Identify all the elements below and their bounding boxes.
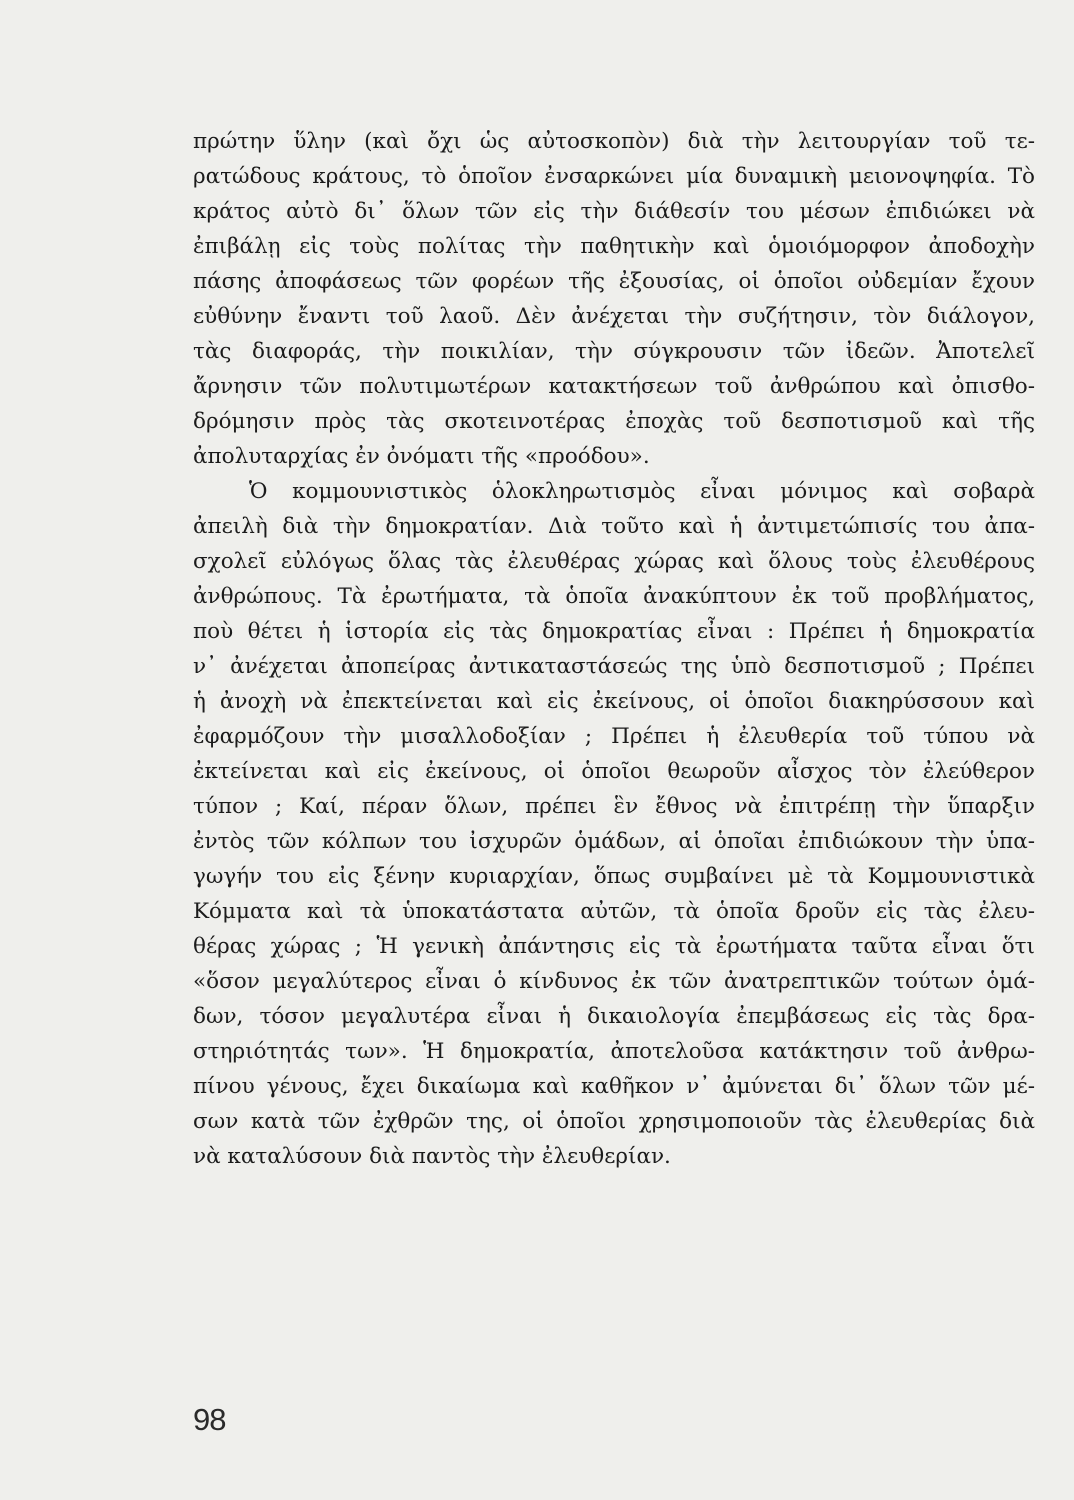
text-line: ρατώδους κράτους, τὸ ὁποῖον ἐνσαρκώνει μία δυναμικὴ μειονοψηφία. Τὸ [193,164,1035,189]
text-line: ἀνθρώπους. Τὰ ἐρωτήματα, τὰ ὁποῖα ἀνακύπτουν ἐκ τοῦ προβλήματος, [193,584,1035,609]
body-text [193,124,1035,1174]
text-line-paragraph-start: Ὁ κομμουνιστικὸς ὁλοκληρωτισμὸς εἶναι μόνιμος καὶ σοβαρὰ [249,479,1035,504]
text-line: πάσης ἀποφάσεως τῶν φορέων τῆς ἐξουσίας, οἱ ὁποῖοι οὐδεμίαν ἔχουν [193,269,1035,294]
text-line: ἄρνησιν τῶν πολυτιμωτέρων κατακτήσεων τοῦ ἀνθρώπου καὶ ὀπισθο- [193,374,1035,399]
text-line: «ὅσον μεγαλύτερος εἶναι ὁ κίνδυνος ἐκ τῶν ἀνατρεπτικῶν τούτων ὁμά- [193,969,1035,994]
text-line: δρόμησιν πρὸς τὰς σκοτεινοτέρας ἐποχὰς τοῦ δεσποτισμοῦ καὶ τῆς [193,409,1035,434]
text-line: σων κατὰ τῶν ἐχθρῶν της, οἱ ὁποῖοι χρησιμοποιοῦν τὰς ἐλευθερίας διὰ [193,1109,1035,1134]
text-line: ἀπειλὴ διὰ τὴν δημοκρατίαν. Διὰ τοῦτο καὶ ἡ ἀντιμετώπισίς του ἀπα- [193,514,1035,539]
text-line: δων, τόσον μεγαλυτέρα εἶναι ἡ δικαιολογία ἐπεμβάσεως εἰς τὰς δρα- [193,1004,1035,1029]
text-line: ποὺ θέτει ἡ ἱστορία εἰς τὰς δημοκρατίας εἶναι : Πρέπει ἡ δημοκρατία [193,619,1035,644]
text-line: ἐφαρμόζουν τὴν μισαλλοδοξίαν ; Πρέπει ἡ ἐλευθερία τοῦ τύπου νὰ [193,724,1035,749]
text-line: πίνου γένους, ἔχει δικαίωμα καὶ καθῆκον ν᾽ ἀμύνεται δι᾽ ὅλων τῶν μέ- [193,1074,1035,1099]
text-line: κράτος αὐτὸ δι᾽ ὅλων τῶν εἰς τὴν διάθεσίν του μέσων ἐπιδιώκει νὰ [193,199,1035,224]
text-line-paragraph-end: νὰ καταλύσουν διὰ παντὸς τὴν ἐλευθερίαν. [193,1144,671,1169]
text-line: σχολεῖ εὐλόγως ὅλας τὰς ἐλευθέρας χώρας καὶ ὅλους τοὺς ἐλευθέρους [193,549,1035,574]
text-line: θέρας χώρας ; Ἡ γενικὴ ἀπάντησις εἰς τὰ ἐρωτήματα ταῦτα εἶναι ὅτι [193,934,1035,959]
text-line: τὰς διαφοράς, τὴν ποικιλίαν, τὴν σύγκρουσιν τῶν ἰδεῶν. Ἀποτελεῖ [193,339,1035,364]
text-line: ἐκτείνεται καὶ εἰς ἐκείνους, οἱ ὁποῖοι θεωροῦν αἶσχος τὸν ἐλεύθερον [193,759,1035,784]
text-line: ἐντὸς τῶν κόλπων του ἰσχυρῶν ὁμάδων, αἱ ὁποῖαι ἐπιδιώκουν τὴν ὑπα- [193,829,1035,854]
text-line: πρώτην ὕλην (καὶ ὄχι ὡς αὐτοσκοπὸν) διὰ τὴν λειτουργίαν τοῦ τε- [193,129,1035,154]
text-line: γωγήν του εἰς ξένην κυριαρχίαν, ὅπως συμβαίνει μὲ τὰ Κομμουνιστικὰ [193,864,1035,889]
text-line: ν᾽ ἀνέχεται ἀποπείρας ἀντικαταστάσεώς της ὑπὸ δεσποτισμοῦ ; Πρέπει [193,654,1035,679]
text-line: στηριότητάς των». Ἡ δημοκρατία, ἀποτελοῦσα κατάκτησιν τοῦ ἀνθρω- [193,1039,1035,1064]
text-line: ἐπιβάλῃ εἰς τοὺς πολίτας τὴν παθητικὴν καὶ ὁμοιόμορφον ἀποδοχὴν [193,234,1035,259]
text-line: ἡ ἀνοχὴ νὰ ἐπεκτείνεται καὶ εἰς ἐκείνους, οἱ ὁποῖοι διακηρύσσουν καὶ [193,689,1035,714]
text-line: εὐθύνην ἔναντι τοῦ λαοῦ. Δὲν ἀνέχεται τὴν συζήτησιν, τὸν διάλογον, [193,304,1035,329]
text-line: τύπον ; Καί, πέραν ὅλων, πρέπει ἓν ἔθνος νὰ ἐπιτρέπῃ τὴν ὕπαρξιν [193,794,1035,819]
page-number: 98 [193,1402,226,1437]
text-line-paragraph-end: ἀπολυταρχίας ἐν ὀνόματι τῆς «προόδου». [193,444,650,469]
text-line: Κόμματα καὶ τὰ ὑποκατάστατα αὐτῶν, τὰ ὁποῖα δροῦν εἰς τὰς ἐλευ- [193,899,1035,924]
